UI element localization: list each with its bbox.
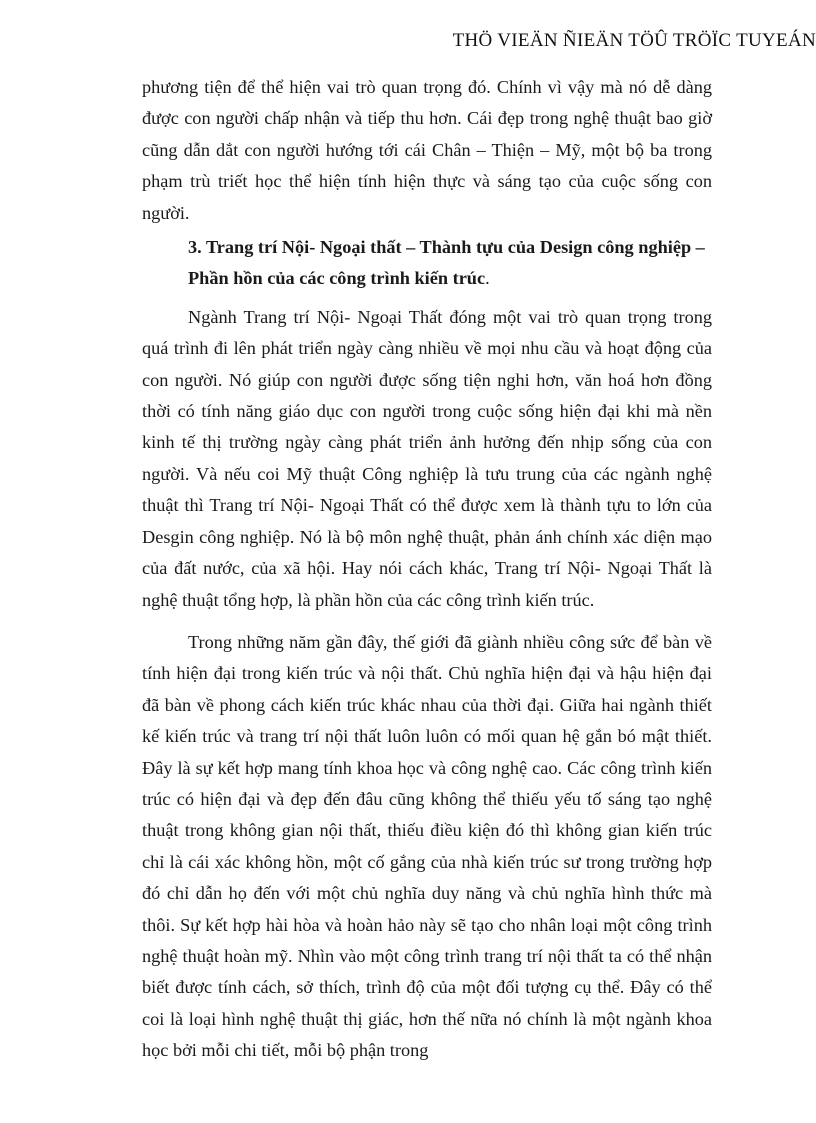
section-heading-text: 3. Trang trí Nội- Ngoại thất – Thành tựu của Design công nghiệp – Phần hồn của các công trình kiến trúc <box>188 237 705 289</box>
paragraph-modern-architecture: Trong những năm gần đây, thế giới đã giành nhiều công sức để bàn về tính hiện đại trong kiến trúc và nội thất. Chủ nghĩa hiện đại và hậu hiện đại đã bàn về phong cách kiến trúc khác nhau của thời đại. Giữa hai ngành thiết kế kiến trúc và trang trí nội thất luôn luôn có mối quan hệ gắn bó mật thiết. Đây là sự kết hợp mang tính khoa học và công nghệ cao. Các công trình kiến trúc có hiện đại và đẹp đến đâu cũng không thể thiếu yếu tố sáng tạo nghệ thuật trong không gian nội thất, thiếu điều kiện đó thì không gian kiến trúc chỉ là cái xác không hồn, một cố gắng của nhà kiến trúc sư trong trường hợp đó chỉ dẫn họ đến với một chủ nghĩa duy năng và chủ nghĩa hình thức mà thôi. Sự kết hợp hài hòa và hoàn hảo này sẽ tạo cho nhân loại một công trình nghệ thuật hoàn mỹ. Nhìn vào một công trình trang trí nội thất ta có thể nhận biết được tính cách, sở thích, trình độ của một đối tượng cụ thể. Đây có thể coi là loại hình nghệ thuật thị giác, hơn thế nữa nó chính là một ngành khoa học bởi mỗi chi tiết, mỗi bộ phận trong <box>142 631 712 1061</box>
paragraph-interior-design: Ngành Trang trí Nội- Ngoại Thất đóng một vai trò quan trọng trong quá trình đi lên phát triển ngày càng nhiều về mọi nhu cầu và hoạt động của con người. Nó giúp con người được sống tiện nghi hơn, văn hoá hơn đồng thời có tính năng giáo dục con người trong cuộc sống hiện đại khi mà nền kinh tế thị trường ngày càng phát triển ảnh hưởng đến nhịp sống của con người. Và nếu coi Mỹ thuật Công nghiệp là tưu trung của các ngành nghệ thuật thì Trang trí Nội- Ngoại Thất có thể được xem là thành tựu to lớn của Desgin công nghiệp. Nó là bộ môn nghệ thuật, phản ánh chính xác diện mạo của đất nước, của xã hội. Hay nói cách khác, Trang trí Nội- Ngoại Thất là nghệ thuật tổng hợp, là phần hồn của các công trình kiến trúc. <box>142 306 712 610</box>
page-header: THÖ VIEÄN ÑIEÄN TÖÛ TRÖÏC TUYEÁN <box>452 30 816 51</box>
section-heading-period: . <box>485 268 490 289</box>
document-body <box>142 72 712 1067</box>
section-heading <box>142 232 712 295</box>
paragraph-intro: phương tiện để thể hiện vai trò quan trọng đó. Chính vì vậy mà nó dễ dàng được con người chấp nhận và tiếp thu hơn. Cái đẹp trong nghệ thuật bao giờ cũng dẫn dắt con người hướng tới cái Chân – Thiện – Mỹ, một bộ ba trong phạm trù triết học thể hiện tính hiện thực và sáng tạo của cuộc sống con người. <box>142 77 712 223</box>
